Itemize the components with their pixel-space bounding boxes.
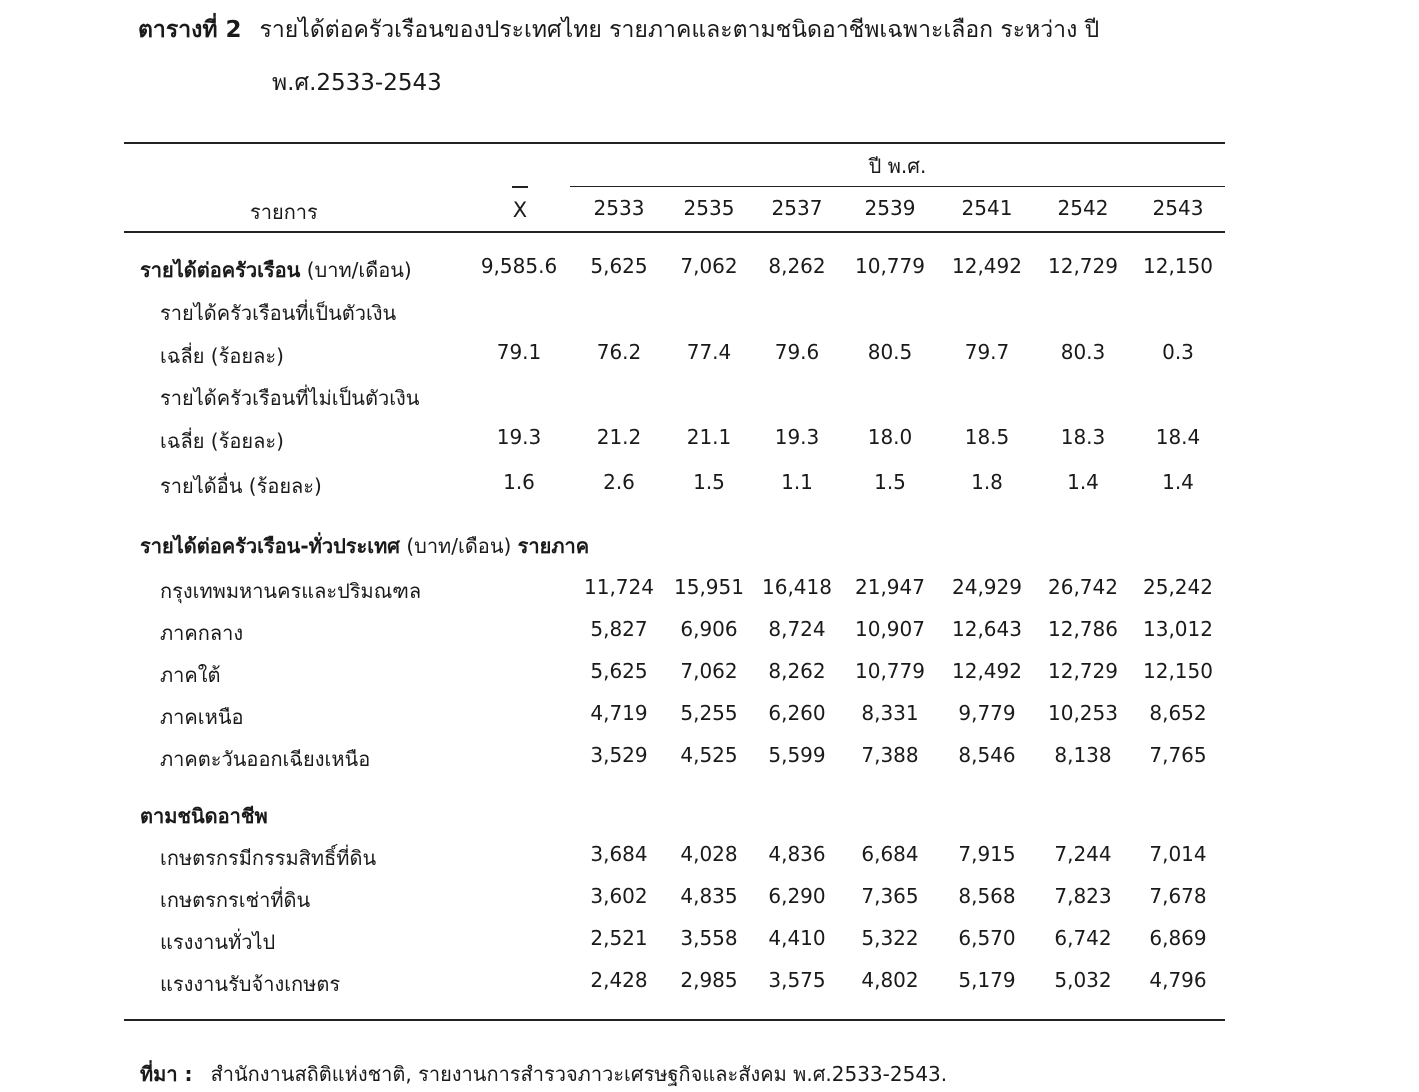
value-cell-2541: 1.8 (971, 470, 1003, 494)
row-label: ภาคใต้ (160, 663, 221, 687)
value-cell-2543: 7,765 (1149, 743, 1207, 767)
value-cell-2539: 1.5 (874, 470, 906, 494)
value-cell-2539: 10,907 (855, 617, 925, 641)
value-cell-2541: 9,779 (958, 701, 1016, 725)
value-cell-2537: 8,724 (768, 617, 826, 641)
value-cell-2533: 21.2 (596, 425, 642, 449)
row-label: กรุงเทพมหานครและปริมณฑล (160, 579, 422, 603)
year-header-2539: 2539 (864, 196, 916, 220)
value-cell-2541: 6,570 (958, 926, 1016, 950)
row-label: รายได้ครัวเรือนที่ไม่เป็นตัวเงิน (160, 386, 420, 410)
row-cash-income (0, 340, 1419, 372)
mean-cell: 79.1 (496, 340, 542, 364)
value-cell-2541: 12,643 (952, 617, 1022, 641)
row-label: รายได้ครัวเรือนที่เป็นตัวเงิน (160, 301, 397, 325)
value-cell-2543: 0.3 (1162, 340, 1194, 364)
value-cell-2542: 12,729 (1048, 254, 1118, 278)
value-cell-2543: 4,796 (1149, 968, 1207, 992)
row-label: เกษตรกรมีกรรมสิทธิ์ที่ดิน (160, 846, 377, 870)
value-cell-2533: 2,521 (590, 926, 648, 950)
value-cell-2533: 11,724 (584, 575, 654, 599)
value-cell-2535: 6,906 (680, 617, 738, 641)
value-cell-2539: 5,322 (861, 926, 919, 950)
value-cell-2539: 80.5 (867, 340, 913, 364)
source-text: สำนักงานสถิติแห่งชาติ, รายงานการสำรวจภาวะเศรษฐกิจและสังคม พ.ศ.2533-2543. (210, 1062, 948, 1086)
value-cell-2541: 8,568 (958, 884, 1016, 908)
value-cell-2539: 10,779 (855, 254, 925, 278)
value-cell-2537: 5,599 (768, 743, 826, 767)
value-cell-2537: 4,836 (768, 842, 826, 866)
value-cell-2535: 5,255 (680, 701, 738, 725)
section-occupation-heading (0, 800, 1419, 832)
row-label: รายได้อื่น (ร้อยละ) (160, 474, 322, 498)
row-label-unit: (บาท/เดือน) (306, 258, 412, 282)
value-cell-2543: 25,242 (1143, 575, 1213, 599)
value-cell-2537: 3,575 (768, 968, 826, 992)
value-cell-2541: 12,492 (952, 659, 1022, 683)
row-other-income (0, 470, 1419, 502)
value-cell-2535: 4,835 (680, 884, 738, 908)
value-cell-2539: 18.0 (867, 425, 913, 449)
row-label: เฉลี่ย (ร้อยละ) (160, 429, 284, 453)
value-cell-2535: 7,062 (680, 254, 738, 278)
value-cell-2533: 3,602 (590, 884, 648, 908)
value-cell-2542: 18.3 (1060, 425, 1106, 449)
value-cell-2542: 12,729 (1048, 659, 1118, 683)
value-cell-2543: 18.4 (1155, 425, 1201, 449)
row-label (140, 254, 412, 286)
value-cell-2535: 7,062 (680, 659, 738, 683)
row-label-bold: รายได้ต่อครัวเรือน (140, 258, 301, 282)
value-cell-2543: 7,014 (1149, 842, 1207, 866)
value-cell-2542: 26,742 (1048, 575, 1118, 599)
mean-cell: 19.3 (496, 425, 542, 449)
caption-title-line2: พ.ศ.2533-2543 (272, 70, 442, 96)
value-cell-2543: 6,869 (1149, 926, 1207, 950)
row-noncash-income (0, 425, 1419, 457)
value-cell-2541: 5,179 (958, 968, 1016, 992)
table-top-rule (124, 142, 1225, 144)
value-cell-2542: 6,742 (1054, 926, 1112, 950)
table-row (0, 743, 1419, 775)
value-cell-2533: 2,428 (590, 968, 648, 992)
value-cell-2539: 10,779 (855, 659, 925, 683)
value-cell-2539: 7,388 (861, 743, 919, 767)
value-cell-2539: 4,802 (861, 968, 919, 992)
mean-overline (512, 186, 528, 188)
value-cell-2541: 24,929 (952, 575, 1022, 599)
value-cell-2542: 7,244 (1054, 842, 1112, 866)
value-cell-2537: 6,290 (768, 884, 826, 908)
caption-label: ตารางที่ 2 (138, 17, 242, 43)
value-cell-2537: 79.6 (774, 340, 820, 364)
table-row (0, 842, 1419, 874)
value-cell-2541: 79.7 (964, 340, 1010, 364)
section-heading-suffix: รายภาค (517, 534, 590, 558)
mean-column-header (503, 194, 537, 222)
section-heading-bold: รายได้ต่อครัวเรือน-ทั่วประเทศ (140, 534, 400, 558)
mean-cell: 1.6 (503, 470, 535, 494)
table-row (0, 884, 1419, 916)
table-row (0, 617, 1419, 649)
value-cell-2533: 5,625 (590, 659, 648, 683)
value-cell-2541: 12,492 (952, 254, 1022, 278)
row-household-income-total (0, 254, 1419, 286)
value-cell-2541: 8,546 (958, 743, 1016, 767)
year-header-2543: 2543 (1152, 196, 1204, 220)
value-cell-2539: 7,365 (861, 884, 919, 908)
value-cell-2533: 3,529 (590, 743, 648, 767)
value-cell-2541: 7,915 (958, 842, 1016, 866)
mean-cell: 9,585.6 (480, 254, 558, 278)
value-cell-2542: 80.3 (1060, 340, 1106, 364)
value-cell-2535: 3,558 (680, 926, 738, 950)
row-noncash-income-line1 (0, 382, 1419, 414)
row-label: ภาคตะวันออกเฉียงเหนือ (160, 747, 371, 771)
year-header-2541: 2541 (961, 196, 1013, 220)
item-column-header: รายการ (250, 200, 318, 224)
section-heading-bold: ตามชนิดอาชีพ (140, 804, 268, 828)
table-row (0, 575, 1419, 607)
row-label: เฉลี่ย (ร้อยละ) (160, 344, 284, 368)
section-regional-heading (0, 530, 1419, 562)
value-cell-2543: 8,652 (1149, 701, 1207, 725)
value-cell-2537: 8,262 (768, 254, 826, 278)
row-label: ภาคกลาง (160, 621, 244, 645)
section-heading-unit: (บาท/เดือน) (406, 534, 512, 558)
value-cell-2537: 16,418 (762, 575, 832, 599)
table-caption (138, 14, 1238, 96)
value-cell-2542: 8,138 (1054, 743, 1112, 767)
value-cell-2543: 12,150 (1143, 254, 1213, 278)
row-cash-income-line1 (0, 297, 1419, 329)
value-cell-2537: 6,260 (768, 701, 826, 725)
table-row (0, 968, 1419, 1000)
value-cell-2533: 5,625 (590, 254, 648, 278)
value-cell-2543: 13,012 (1143, 617, 1213, 641)
value-cell-2543: 7,678 (1149, 884, 1207, 908)
value-cell-2533: 3,684 (590, 842, 648, 866)
value-cell-2537: 1.1 (781, 470, 813, 494)
year-header-2533: 2533 (593, 196, 645, 220)
row-label: ภาคเหนือ (160, 705, 244, 729)
year-group-heading: ปี พ.ศ. (868, 154, 927, 178)
value-cell-2542: 10,253 (1048, 701, 1118, 725)
row-label: แรงงานทั่วไป (160, 930, 276, 954)
table-row (0, 659, 1419, 691)
value-cell-2542: 1.4 (1067, 470, 1099, 494)
value-cell-2543: 1.4 (1162, 470, 1194, 494)
value-cell-2537: 4,410 (768, 926, 826, 950)
value-cell-2533: 76.2 (596, 340, 642, 364)
year-header-2535: 2535 (683, 196, 735, 220)
year-header-2537: 2537 (771, 196, 823, 220)
value-cell-2535: 77.4 (686, 340, 732, 364)
year-group-rule (570, 186, 1225, 187)
value-cell-2539: 21,947 (855, 575, 925, 599)
value-cell-2535: 4,525 (680, 743, 738, 767)
row-label: แรงงานรับจ้างเกษตร (160, 972, 341, 996)
row-label: เกษตรกรเช่าที่ดิน (160, 888, 311, 912)
value-cell-2542: 7,823 (1054, 884, 1112, 908)
table-source (140, 1058, 947, 1090)
value-cell-2539: 6,684 (861, 842, 919, 866)
value-cell-2535: 1.5 (693, 470, 725, 494)
value-cell-2535: 4,028 (680, 842, 738, 866)
value-cell-2533: 5,827 (590, 617, 648, 641)
section-heading (140, 530, 589, 562)
value-cell-2539: 8,331 (861, 701, 919, 725)
section-heading (140, 800, 268, 832)
value-cell-2542: 12,786 (1048, 617, 1118, 641)
value-cell-2533: 2.6 (603, 470, 635, 494)
caption-title: รายได้ต่อครัวเรือนของประเทศไทย รายภาคและตามชนิดอาชีพเฉพาะเลือก ระหว่าง ปี (259, 17, 1100, 43)
value-cell-2535: 2,985 (680, 968, 738, 992)
source-label: ที่มา : (140, 1062, 193, 1086)
mean-column-label: X (512, 198, 528, 222)
value-cell-2543: 12,150 (1143, 659, 1213, 683)
value-cell-2533: 4,719 (590, 701, 648, 725)
value-cell-2537: 8,262 (768, 659, 826, 683)
value-cell-2535: 21.1 (686, 425, 732, 449)
year-header-2542: 2542 (1057, 196, 1109, 220)
table-row (0, 926, 1419, 958)
value-cell-2541: 18.5 (964, 425, 1010, 449)
table-bottom-rule (124, 1019, 1225, 1021)
value-cell-2535: 15,951 (674, 575, 744, 599)
table-row (0, 701, 1419, 733)
value-cell-2542: 5,032 (1054, 968, 1112, 992)
header-bottom-rule (124, 231, 1225, 233)
value-cell-2537: 19.3 (774, 425, 820, 449)
